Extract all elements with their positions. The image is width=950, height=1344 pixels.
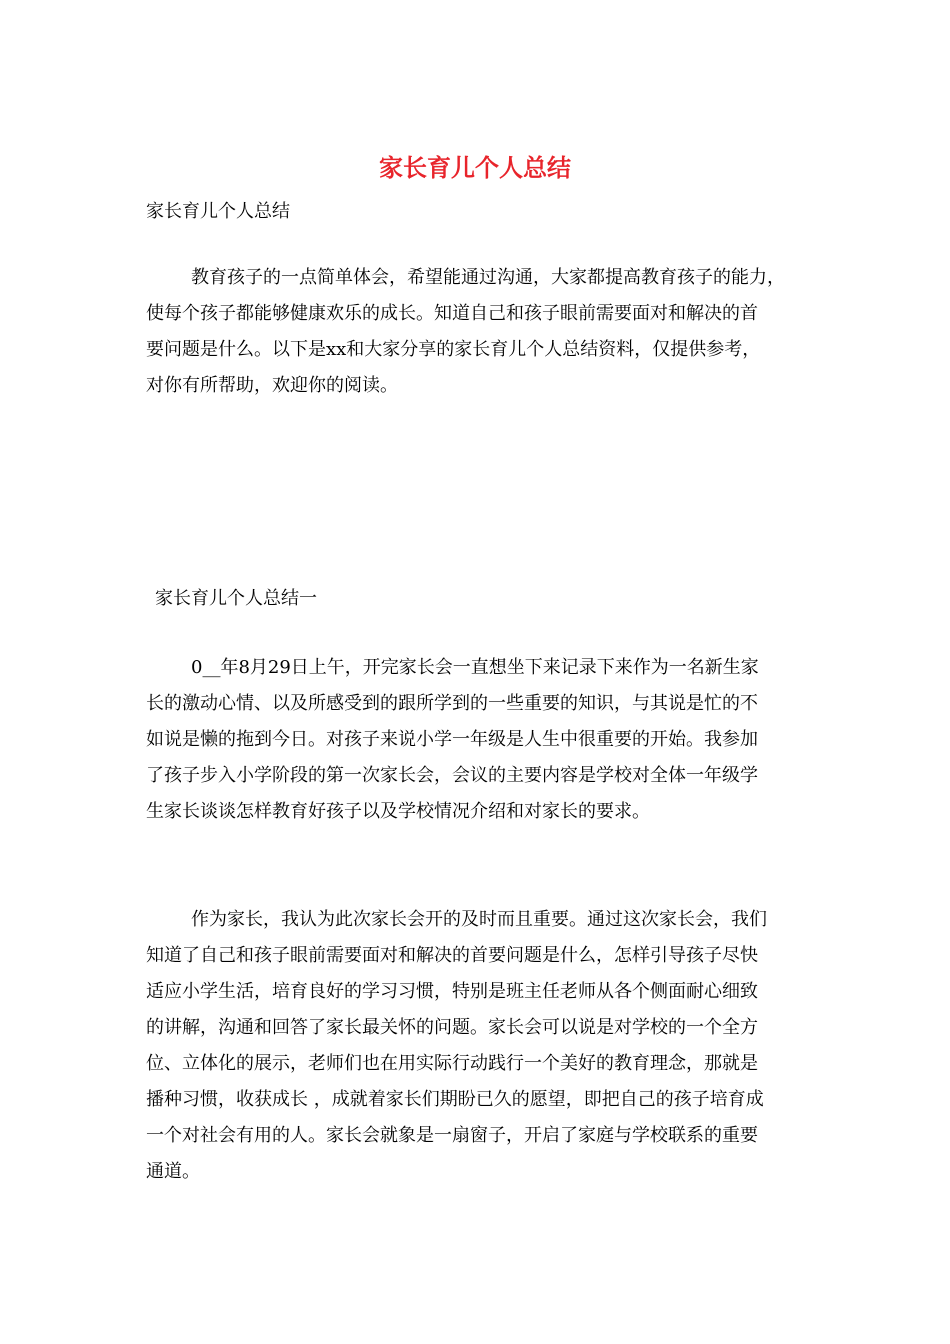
text-line: 如说是懒的拖到今日。对孩子来说小学一年级是人生中很重要的开始。我参加 bbox=[146, 729, 758, 750]
text-line: 使每个孩子都能够健康欢乐的成长。知道自己和孩子眼前需要面对和解决的首 bbox=[146, 303, 758, 324]
intro-paragraph bbox=[146, 260, 836, 404]
text-line: 适应小学生活，培育良好的学习习惯，特别是班主任老师从各个侧面耐心细致 bbox=[146, 981, 758, 1002]
section-paragraph bbox=[146, 902, 836, 1190]
section-heading: 家长育儿个人总结一 bbox=[155, 588, 317, 609]
section-paragraph bbox=[146, 650, 836, 830]
document-subtitle: 家长育儿个人总结 bbox=[146, 201, 290, 222]
text-line: 0__年8月29日上午，开完家长会一直想坐下来记录下来作为一名新生家 bbox=[191, 657, 759, 678]
text-line: 通道。 bbox=[146, 1161, 200, 1182]
text-line: 生家长谈谈怎样教育好孩子以及学校情况介绍和对家长的要求。 bbox=[146, 801, 650, 822]
text-line: 作为家长，我认为此次家长会开的及时而且重要。通过这次家长会，我们 bbox=[191, 909, 767, 930]
text-line: 了孩子步入小学阶段的第一次家长会，会议的主要内容是学校对全体一年级学 bbox=[146, 765, 758, 786]
text-line: 播种习惯，收获成长 ，成就着家长们期盼已久的愿望，即把自己的孩子培育成 bbox=[146, 1089, 764, 1110]
text-line: 教育孩子的一点简单体会，希望能通过沟通，大家都提高教育孩子的能力， bbox=[191, 267, 785, 288]
text-line: 长的激动心情、以及所感受到的跟所学到的一些重要的知识，与其说是忙的不 bbox=[146, 693, 758, 714]
text-line: 一个对社会有用的人。家长会就象是一扇窗子，开启了家庭与学校联系的重要 bbox=[146, 1125, 758, 1146]
text-line: 的讲解，沟通和回答了家长最关怀的问题。家长会可以说是对学校的一个全方 bbox=[146, 1017, 758, 1038]
document-title: 家长育儿个人总结 bbox=[379, 153, 571, 182]
text-line: 位、立体化的展示，老师们也在用实际行动践行一个美好的教育理念，那就是 bbox=[146, 1053, 758, 1074]
text-line: 要问题是什么。以下是xx和大家分享的家长育儿个人总结资料，仅提供参考， bbox=[146, 339, 761, 360]
text-line: 知道了自己和孩子眼前需要面对和解决的首要问题是什么，怎样引导孩子尽快 bbox=[146, 945, 758, 966]
text-line: 对你有所帮助，欢迎你的阅读。 bbox=[146, 375, 398, 396]
